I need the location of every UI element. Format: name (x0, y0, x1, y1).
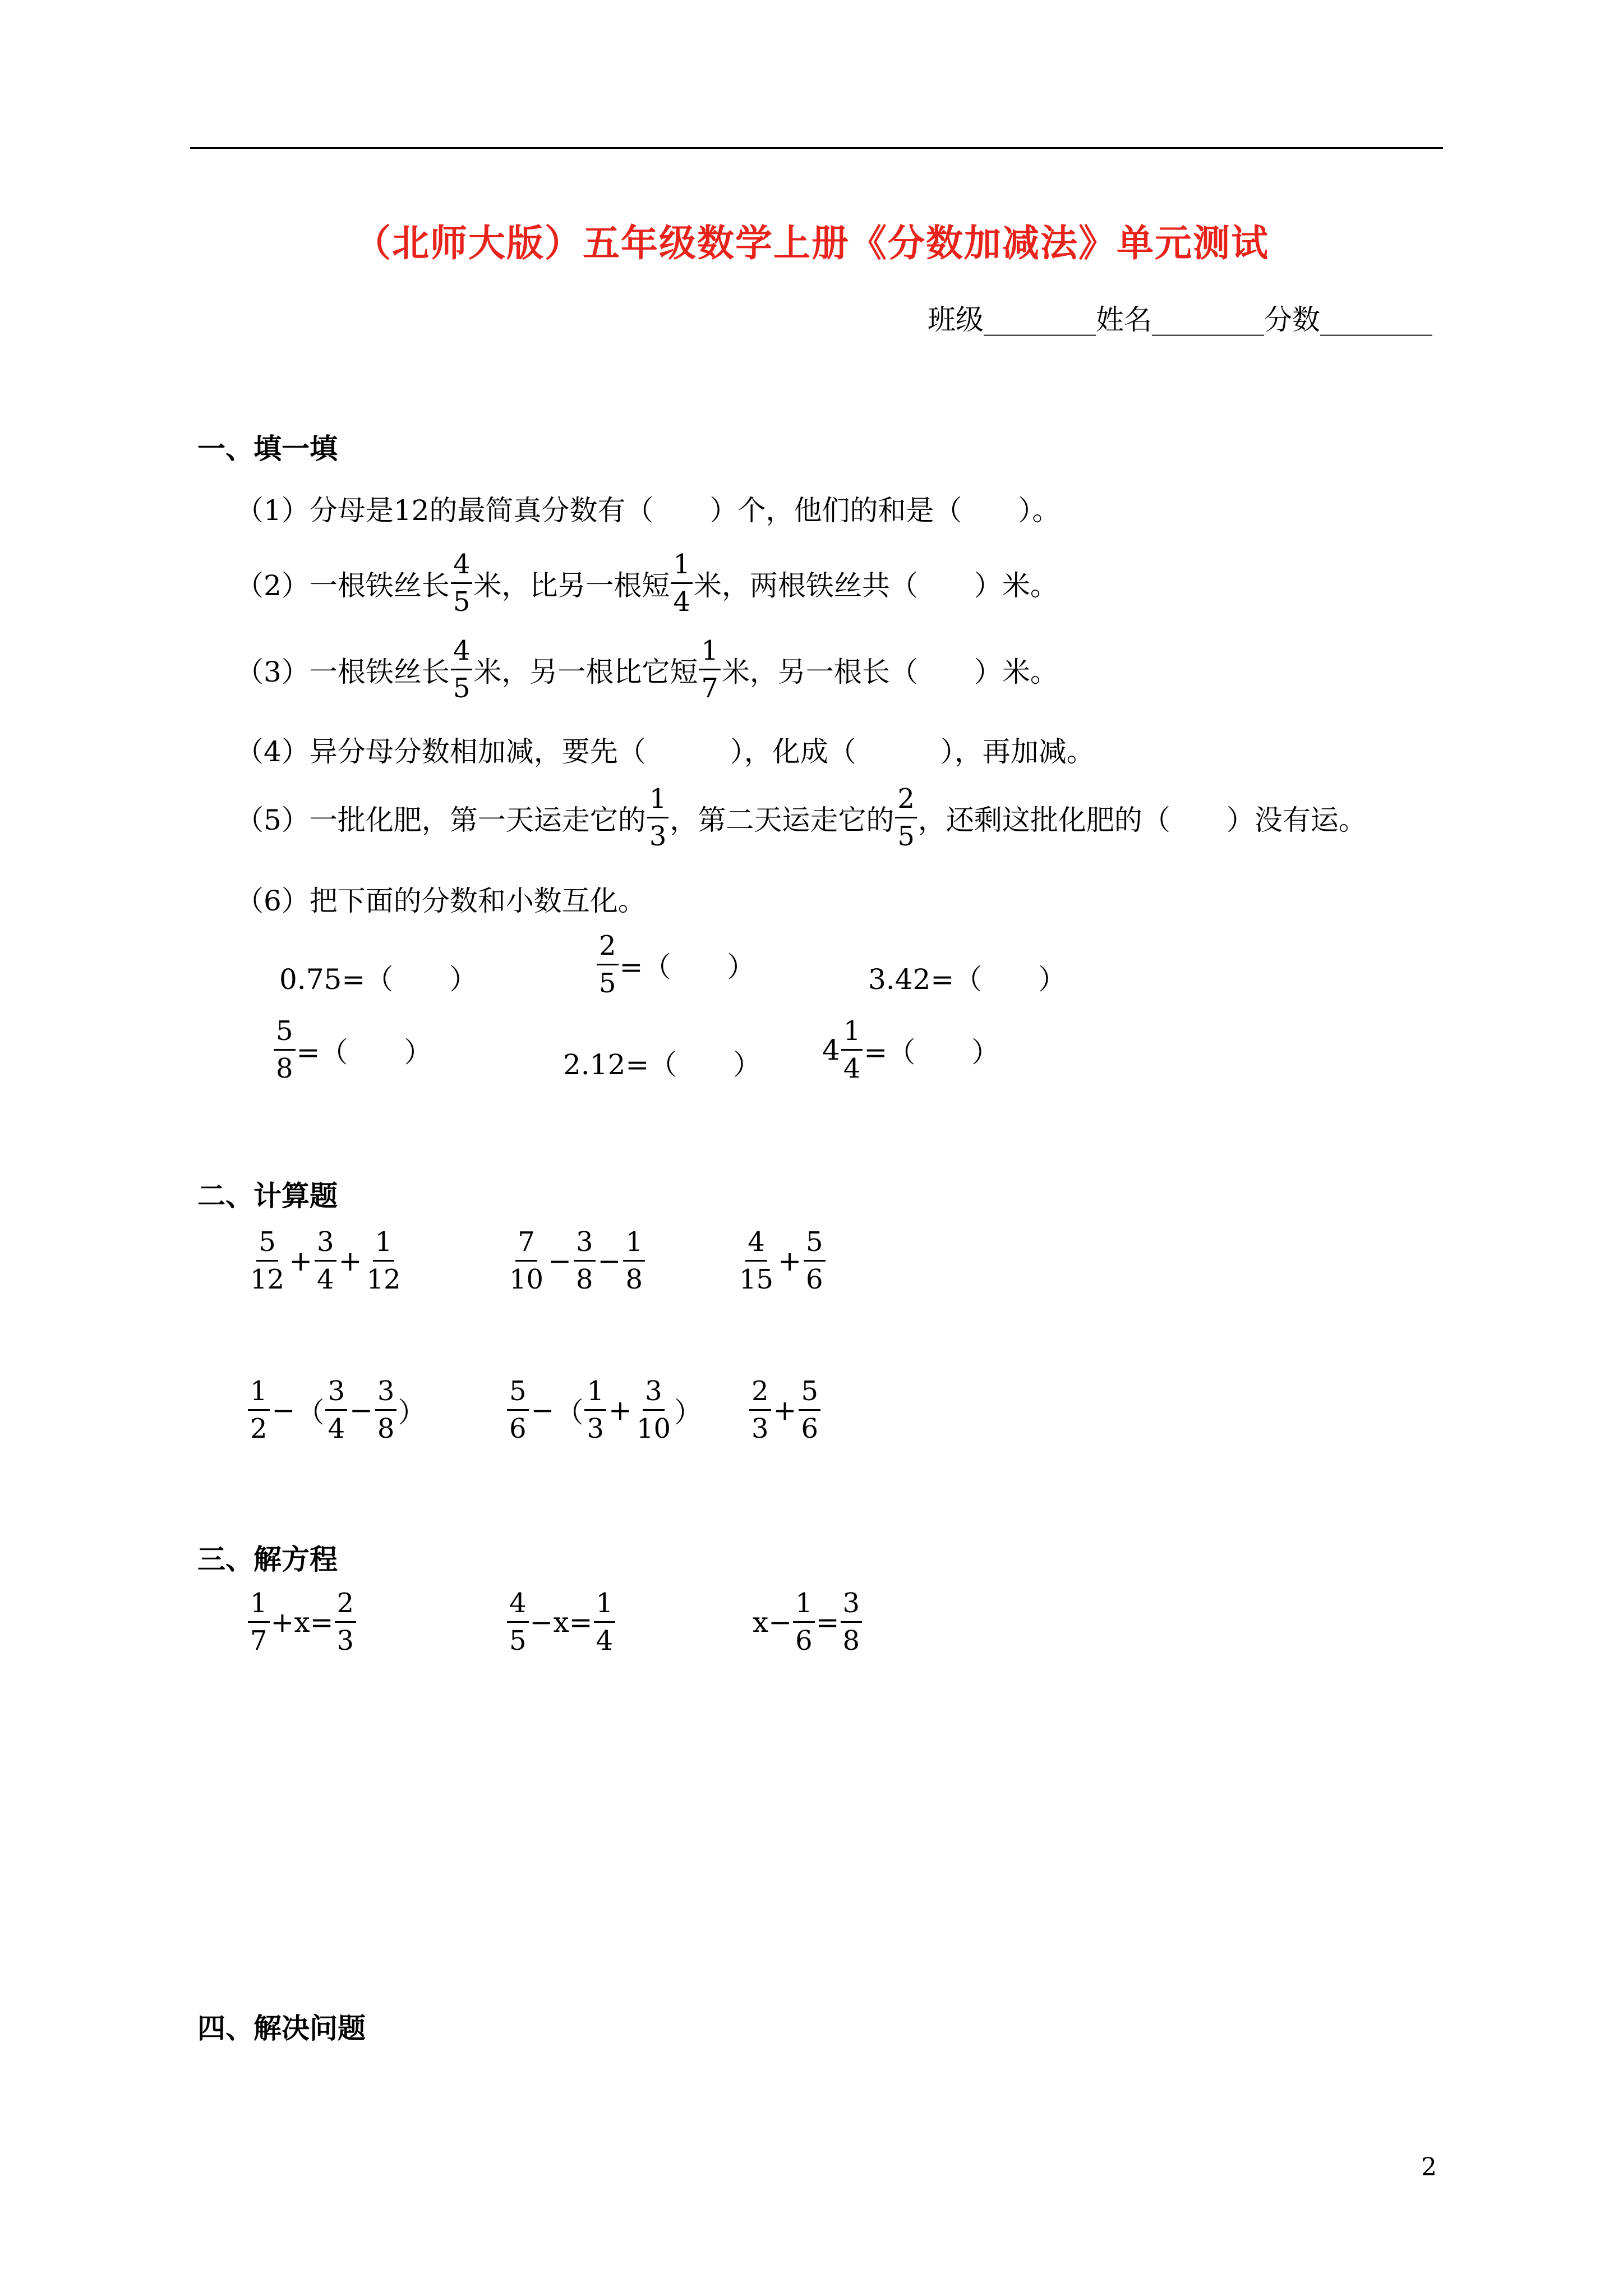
fraction-numerator: 1 (248, 1378, 270, 1411)
fraction-denominator: 6 (509, 1413, 527, 1444)
fraction-5-12 (248, 1228, 287, 1293)
math-token: 4 (822, 1033, 840, 1066)
fraction-denominator: 4 (328, 1413, 345, 1444)
question-5-text-c: ，还剩这批化肥的（ ）没有运。 (917, 803, 1367, 836)
fraction-numerator: 1 (671, 551, 693, 584)
fraction-numerator: 2 (895, 785, 917, 818)
fraction-5-6 (804, 1228, 826, 1293)
question-6: （6）把下面的分数和小数互化。 (236, 885, 646, 917)
fraction-numerator: 2 (749, 1378, 771, 1411)
question-5 (236, 785, 1367, 850)
section-heading-calculation: 二、计算题 (197, 1179, 338, 1212)
convert-3-42: 3.42=（ ） (868, 963, 1067, 996)
question-2-text-a: （2）一根铁丝长 (236, 569, 450, 602)
fraction-3-8 (375, 1375, 397, 1444)
convert-4-1-4 (822, 1015, 1000, 1084)
fraction-1-12 (364, 1228, 403, 1293)
calc-expression-3 (736, 1228, 827, 1293)
operator: + (778, 1244, 801, 1277)
fraction-3-8 (574, 1228, 596, 1293)
fraction-numerator: 1 (699, 637, 721, 670)
section-heading-equations: 三、解方程 (197, 1543, 338, 1576)
fraction-4-5 (451, 637, 473, 702)
fraction-numerator: 5 (274, 1018, 296, 1051)
fraction-numerator: 5 (799, 1378, 820, 1411)
operator: + (338, 1244, 362, 1277)
calc-expression-5 (506, 1375, 702, 1444)
fraction-2-3 (335, 1588, 357, 1657)
fraction-7-10 (507, 1228, 546, 1293)
fraction-3-4 (325, 1375, 347, 1444)
fraction-numerator: 2 (335, 1590, 357, 1623)
fraction-numerator: 3 (841, 1590, 863, 1623)
fraction-denominator: 5 (509, 1625, 527, 1657)
fraction-numerator: 1 (793, 1590, 815, 1623)
fraction-1-4 (841, 1015, 863, 1084)
fraction-4-15 (737, 1228, 776, 1293)
question-4: （4）异分母分数相加减，要先（ ），化成（ ），再加减。 (236, 735, 1095, 768)
fraction-denominator: 8 (377, 1413, 395, 1444)
convert-2-5 (596, 932, 755, 997)
fraction-denominator: 5 (453, 673, 471, 704)
question-2 (236, 549, 1058, 618)
fraction-numerator: 3 (643, 1378, 665, 1411)
fraction-denominator: 8 (276, 1053, 293, 1084)
math-token: −x= (529, 1605, 593, 1639)
fraction-denominator: 4 (843, 1053, 861, 1084)
fraction-3-4 (315, 1228, 336, 1293)
fraction-numerator: 1 (623, 1228, 645, 1262)
fraction-3-8 (841, 1588, 863, 1657)
fraction-1-3 (584, 1375, 606, 1444)
operator: + (773, 1393, 797, 1427)
fraction-denominator: 7 (701, 673, 718, 704)
math-token: ） (398, 1396, 426, 1429)
fraction-denominator: 6 (801, 1413, 818, 1444)
header-rule (190, 147, 1443, 149)
fraction-denominator: 5 (453, 586, 471, 618)
fraction-numerator: 4 (745, 1228, 767, 1262)
fraction-denominator: 4 (316, 1264, 334, 1295)
fraction-numerator: 2 (597, 932, 619, 965)
fraction-1-7 (699, 637, 721, 702)
fraction-1-4 (594, 1588, 616, 1657)
fraction-denominator: 5 (599, 968, 616, 999)
convert-5-8 (273, 1015, 432, 1084)
question-5-text-a: （5）一批化肥，第一天运走它的 (236, 803, 646, 836)
equation-2 (506, 1588, 616, 1657)
fraction-denominator: 4 (673, 586, 690, 618)
fraction-numerator: 4 (451, 637, 473, 670)
operator: + (608, 1393, 632, 1427)
calc-expression-4 (247, 1375, 426, 1444)
operator: − (349, 1393, 373, 1427)
fraction-4-5 (451, 549, 473, 618)
fraction-5-6 (507, 1375, 529, 1444)
fraction-denominator: 5 (897, 821, 915, 852)
fraction-2-5 (597, 932, 619, 997)
fraction-denominator: 3 (751, 1413, 769, 1444)
fraction-numerator: 4 (451, 551, 473, 584)
student-info-fields: 班级________姓名________分数________ (928, 303, 1432, 336)
fraction-1-3 (647, 785, 669, 850)
fraction-4-5 (507, 1588, 529, 1657)
fraction-5-6 (799, 1375, 820, 1444)
section-heading-word-problems: 四、解决问题 (197, 2012, 366, 2045)
operator: − (271, 1393, 296, 1427)
question-2-text-b: 米，比另一根短 (473, 569, 670, 602)
fraction-denominator: 3 (587, 1413, 604, 1444)
fraction-numerator: 7 (515, 1228, 537, 1262)
question-3-text-c: 米，另一根长（ ）米。 (721, 655, 1058, 688)
question-3 (236, 637, 1058, 702)
section-heading-fill-in: 一、填一填 (197, 432, 338, 465)
equation-3 (753, 1588, 863, 1657)
page-number: 2 (1421, 2153, 1437, 2182)
equation-1 (247, 1588, 357, 1657)
fraction-numerator: 4 (507, 1590, 529, 1623)
fraction-1-2 (248, 1375, 270, 1444)
fraction-numerator: 1 (647, 785, 669, 818)
page-title: （北师大版）五年级数学上册《分数加减法》单元测试 (354, 221, 1269, 265)
fraction-1-4 (671, 549, 693, 618)
math-token: ） (674, 1396, 702, 1429)
fraction-numerator: 1 (373, 1228, 395, 1262)
fraction-denominator: 15 (739, 1264, 774, 1295)
fraction-2-5 (895, 785, 917, 850)
question-2-text-c: 米，两根铁丝共（ ）米。 (693, 569, 1058, 602)
fraction-denominator: 6 (795, 1625, 813, 1657)
fraction-denominator: 10 (636, 1413, 671, 1444)
math-token: （ (296, 1396, 325, 1429)
fraction-numerator: 5 (804, 1228, 826, 1262)
operator: + (289, 1244, 312, 1277)
fraction-denominator: 3 (336, 1625, 354, 1657)
fraction-denominator: 12 (250, 1264, 285, 1295)
math-token: =（ ） (619, 950, 755, 983)
math-token: +x= (270, 1605, 334, 1639)
fraction-denominator: 6 (805, 1264, 823, 1295)
fraction-numerator: 3 (315, 1228, 336, 1262)
operator: − (597, 1244, 621, 1277)
fraction-numerator: 3 (375, 1378, 397, 1411)
calc-expression-1 (247, 1228, 404, 1293)
fraction-denominator: 12 (366, 1264, 401, 1295)
fraction-denominator: 7 (250, 1625, 268, 1657)
fraction-numerator: 1 (594, 1590, 616, 1623)
fraction-2-3 (749, 1375, 771, 1444)
question-3-text-b: 米，另一根比它短 (473, 655, 698, 688)
fraction-denominator: 8 (842, 1625, 860, 1657)
math-token: =（ ） (296, 1036, 432, 1069)
fraction-denominator: 10 (509, 1264, 544, 1295)
fraction-numerator: 1 (841, 1018, 863, 1051)
question-1: （1）分母是12的最简真分数有（ ）个，他们的和是（ ）。 (236, 494, 1061, 527)
fraction-numerator: 5 (507, 1378, 529, 1411)
math-token: （ (555, 1396, 584, 1429)
math-token: x− (753, 1605, 792, 1639)
fraction-numerator: 1 (248, 1590, 270, 1623)
convert-2-12: 2.12=（ ） (563, 1048, 762, 1081)
fraction-numerator: 3 (574, 1228, 596, 1262)
fraction-numerator: 1 (584, 1378, 606, 1411)
convert-0-75: 0.75=（ ） (279, 963, 478, 996)
calc-expression-2 (506, 1228, 646, 1293)
math-token: =（ ） (864, 1036, 1000, 1069)
question-5-text-b: ，第二天运走它的 (670, 803, 895, 836)
operator: − (531, 1393, 555, 1427)
math-token: = (815, 1605, 840, 1639)
fraction-numerator: 3 (325, 1378, 347, 1411)
fraction-1-7 (248, 1588, 270, 1657)
calc-expression-6 (748, 1375, 822, 1444)
operator: − (548, 1244, 571, 1277)
fraction-denominator: 8 (625, 1264, 643, 1295)
fraction-1-8 (623, 1228, 645, 1293)
fraction-denominator: 4 (596, 1625, 614, 1657)
fraction-numerator: 5 (256, 1228, 278, 1262)
fraction-denominator: 2 (250, 1413, 268, 1444)
fraction-5-8 (274, 1015, 296, 1084)
fraction-3-10 (634, 1375, 673, 1444)
fraction-1-6 (793, 1588, 815, 1657)
fraction-denominator: 3 (649, 821, 667, 852)
question-3-text-a: （3）一根铁丝长 (236, 655, 450, 688)
fraction-denominator: 8 (575, 1264, 593, 1295)
